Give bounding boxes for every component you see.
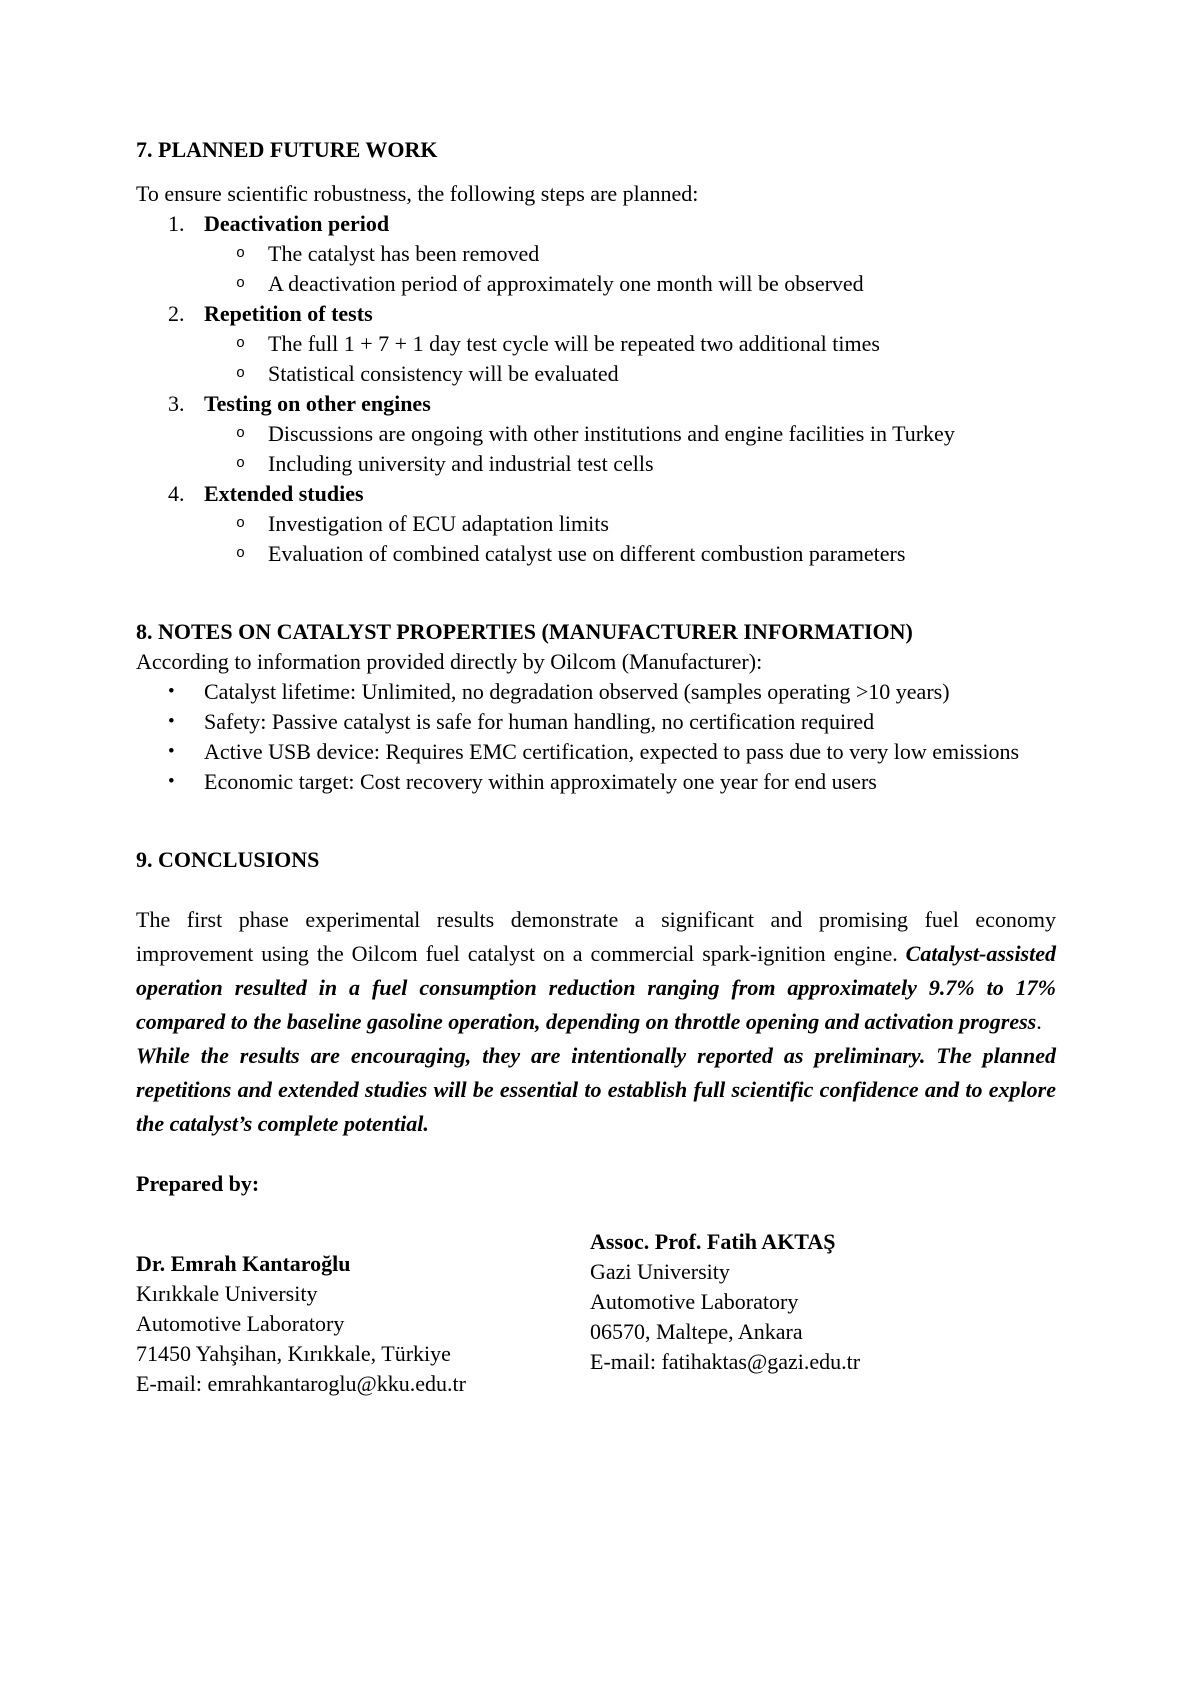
circle-bullet-icon: o [236,545,246,562]
item-number: 4. [168,481,185,506]
contact-email: E-mail: emrahkantaroglu@kku.edu.tr [136,1371,466,1396]
circle-bullet-icon: o [236,455,246,472]
sub-bullet-item [136,539,1056,569]
circle-bullet-icon: o [236,515,246,532]
contact-name: Dr. Emrah Kantaroğlu [136,1251,351,1276]
item-title: Testing on other engines [204,391,431,416]
contact-blocks [136,1227,1056,1399]
bullet-item [136,767,1056,797]
sub-bullet-text: The catalyst has been removed [268,241,540,266]
sub-bullet-text: The full 1 + 7 + 1 day test cycle will be repeated two additional times [268,331,880,356]
paragraph-emphasis-text: Catalyst-assisted operation resulted in a fuel consumption reduction ranging from approximately 9.7% to 17% compared to the baseline gasoline operation, depending on throttle opening and activation progress [136,941,1056,1034]
paragraph-text: . [1036,1009,1042,1034]
section-7-heading: 7. PLANNED FUTURE WORK [136,137,438,162]
sub-bullet-item [136,239,1056,269]
bullet-item [136,737,1056,767]
conclusion-paragraph-1 [136,903,1056,1039]
bullet-item [136,707,1056,737]
sub-bullet-item [136,419,1056,449]
dot-bullet-icon: • [168,741,175,762]
section-8-intro: According to information provided directly by Oilcom (Manufacturer): [136,649,763,674]
contact-right [590,1227,1056,1399]
contact-university: Kırıkkale University [136,1281,318,1306]
contact-university: Gazi University [590,1259,730,1284]
conclusion-paragraph-2: While the results are encouraging, they are intentionally reported as preliminary. The planned repetitions and extended studies will be essential to establish full scientific confidence and to explore the catalyst’s complete potential. [136,1043,1056,1136]
contact-lab: Automotive Laboratory [590,1289,799,1314]
sub-bullet-item [136,329,1056,359]
circle-bullet-icon: o [236,425,246,442]
numbered-item-2 [136,299,1056,329]
sub-bullet-item [136,449,1056,479]
circle-bullet-icon: o [236,365,246,382]
bullet-item [136,677,1056,707]
section-7-intro: To ensure scientific robustness, the following steps are planned: [136,181,699,206]
sub-bullet-text: Discussions are ongoing with other institutions and engine facilities in Turkey [268,421,955,446]
item-number: 1. [168,211,185,236]
circle-bullet-icon: o [236,275,246,292]
section-9-heading: 9. CONCLUSIONS [136,847,320,872]
numbered-item-1 [136,209,1056,239]
sub-bullet-item [136,509,1056,539]
contact-lab: Automotive Laboratory [136,1311,345,1336]
dot-bullet-icon: • [168,711,175,732]
contact-address: 71450 Yahşihan, Kırıkkale, Türkiye [136,1341,451,1366]
section-8-heading: 8. NOTES ON CATALYST PROPERTIES (MANUFACTURER INFORMATION) [136,619,913,644]
item-number: 3. [168,391,185,416]
sub-bullet-item [136,269,1056,299]
contact-left [136,1227,590,1399]
item-title: Repetition of tests [204,301,373,326]
bullet-text: Safety: Passive catalyst is safe for human handling, no certification required [204,709,875,734]
sub-bullet-text: Statistical consistency will be evaluated [268,361,619,386]
sub-bullet-text: Including university and industrial test cells [268,451,654,476]
dot-bullet-icon: • [168,771,175,792]
sub-bullet-item [136,359,1056,389]
bullet-text: Catalyst lifetime: Unlimited, no degradation observed (samples operating >10 years) [204,679,950,704]
numbered-item-3 [136,389,1056,419]
item-title: Deactivation period [204,211,390,236]
prepared-by-label: Prepared by: [136,1171,260,1196]
circle-bullet-icon: o [236,245,246,262]
contact-name: Assoc. Prof. Fatih AKTAŞ [590,1229,836,1254]
item-number: 2. [168,301,185,326]
sub-bullet-text: Investigation of ECU adaptation limits [268,511,609,536]
paragraph-text: The first phase experimental results demonstrate a significant and promising fuel economy improvement using the Oilcom fuel catalyst on a commercial spark-ignition engine. [136,907,1056,966]
bullet-text: Active USB device: Requires EMC certification, expected to pass due to very low emissions [204,739,1020,764]
bullet-text: Economic target: Cost recovery within approximately one year for end users [204,769,877,794]
sub-bullet-text: A deactivation period of approximately one month will be observed [268,271,864,296]
item-title: Extended studies [204,481,364,506]
sub-bullet-text: Evaluation of combined catalyst use on different combustion parameters [268,541,906,566]
numbered-item-4 [136,479,1056,509]
dot-bullet-icon: • [168,681,175,702]
contact-email: E-mail: fatihaktas@gazi.edu.tr [590,1349,861,1374]
contact-address: 06570, Maltepe, Ankara [590,1319,803,1344]
circle-bullet-icon: o [236,335,246,352]
